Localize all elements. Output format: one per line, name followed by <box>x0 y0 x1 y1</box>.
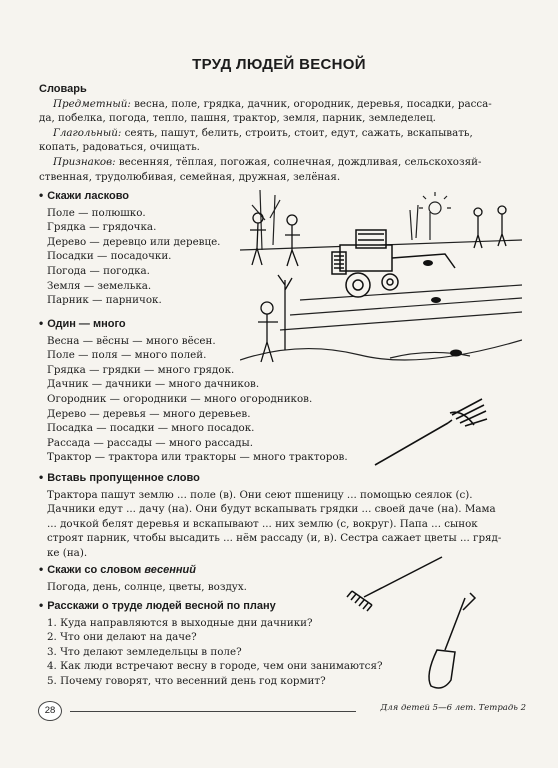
vocab-line: да, побелка, погода, тепло, пашня, трактор, земля, парник, земледелец. <box>39 112 436 125</box>
list-item: Дачник — дачники — много дачников. <box>47 378 260 391</box>
rooks-drawing <box>423 260 462 357</box>
exercise-line: ... дочкой белят деревья и вскапывают ... них землю (с, вокруг). Папа ... сынок <box>47 517 478 530</box>
list-item: 4. Как люди встречают весну в городе, чем они занимаются? <box>47 660 383 673</box>
shovel-icon <box>415 590 480 695</box>
list-item: Грядка — грядки — много грядок. <box>47 363 235 376</box>
vocab-line: Глагольный: сеять, пашут, белить, строить, стоит, едут, сажать, вскапывать, <box>53 126 473 139</box>
say-kindly-heading: • Скажи ласково <box>39 188 339 204</box>
list-item: 3. Что делают земледельцы в поле? <box>47 645 242 658</box>
page-footer <box>30 700 526 722</box>
list-item: Поле — поля — много полей. <box>47 349 207 362</box>
word-spring-heading: • Скажи со словом весенний <box>39 562 339 578</box>
vocab-line: ственная, трудолюбивая, семейная, дружная, зелёная. <box>39 170 341 183</box>
spring-field-illustration <box>240 190 522 375</box>
exercise-line: Дачники едут ... дачу (на). Они будут вскапывать грядки ... своей даче (на). Мама <box>47 503 496 516</box>
exercise-line: строят парник, чтобы высадить ... нём рассаду (и, в). Сестра сажает цветы ... гряд- <box>47 532 502 545</box>
list-item: Поле — полюшко. <box>47 206 146 219</box>
tractor-drawing <box>332 230 455 297</box>
list-item: Трактор — трактора или тракторы — много тракторов. <box>47 451 348 464</box>
list-item: Посадки — посадочки. <box>47 250 172 263</box>
page-number: 28 <box>38 701 62 721</box>
exercise-line: ке (на). <box>47 546 88 559</box>
list-item: 2. Что они делают на даче? <box>47 631 197 644</box>
list-item: Земля — земелька. <box>47 279 152 292</box>
list-item: Посадка — посадки — много посадок. <box>47 422 255 435</box>
pitchfork-icon <box>370 395 490 470</box>
footer-divider <box>70 711 356 712</box>
list-item: Огородник — огородники — много огородников. <box>47 392 313 405</box>
word-spring-section <box>39 562 339 594</box>
vocab-line: Признаков: весенняя, тёплая, погожая, солнечная, дождливая, сельскохозяй- <box>53 155 482 168</box>
list-item: Рассада — рассады — много рассады. <box>47 436 253 449</box>
tell-plan-heading: • Расскажи о труде людей весной по плану <box>39 598 399 614</box>
list-item: Весна — вёсны — много вёсен. <box>47 334 216 347</box>
vocab-line: копать, радоваться, очищать. <box>39 141 200 154</box>
vocabulary-section <box>39 82 518 184</box>
footer-caption: Для детей 5—6 лет. Тетрадь 2 <box>380 703 526 713</box>
vocab-line: Предметный: весна, поле, грядка, дачник, огородник, деревья, посадки, расса- <box>53 97 492 110</box>
list-item: Дерево — деревья — много деревьев. <box>47 407 251 420</box>
vocabulary-heading: Словарь <box>39 83 87 95</box>
page-title: ТРУД ЛЮДЕЙ ВЕСНОЙ <box>192 56 366 73</box>
list-item: Парник — парничок. <box>47 294 162 307</box>
list-item: 5. Почему говорят, что весенний день год кормит? <box>47 674 326 687</box>
word-spring-text: Погода, день, солнце, цветы, воздух. <box>47 580 247 593</box>
insert-word-section <box>39 470 522 561</box>
list-item: Дерево — деревцо или деревце. <box>47 235 221 248</box>
insert-word-heading: • Вставь пропущенное слово <box>39 470 522 486</box>
list-item: Погода — погодка. <box>47 264 150 277</box>
list-item: 1. Куда направляются в выходные дни дачники? <box>47 616 313 629</box>
exercise-line: Трактора пашут землю ... поле (в). Они сеют пшеницу ... помощью сеялок (с). <box>47 488 473 501</box>
one-many-heading: • Один — много <box>39 316 369 332</box>
list-item: Грядка — грядочка. <box>47 221 157 234</box>
